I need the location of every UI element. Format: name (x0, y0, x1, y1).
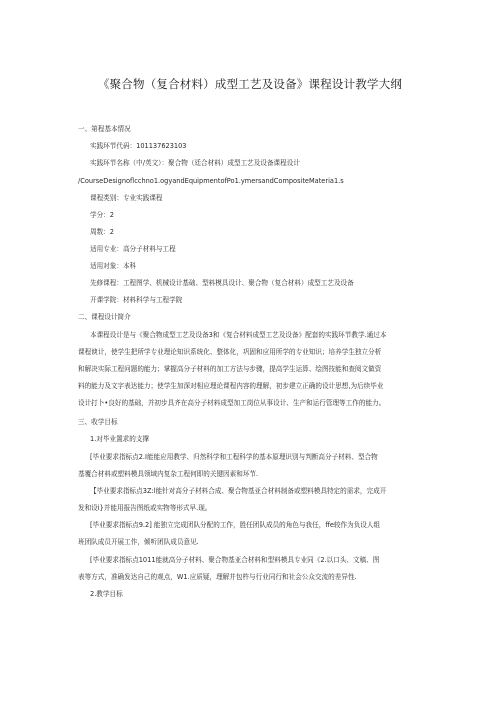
course-major: 适用专业：高分子材料与工程 (90, 245, 176, 253)
course-weeks: 周数：2 (90, 228, 114, 236)
goal-item: 表等方式，准确发达自己的观点，W1.应质疑，理解并包杵与行业同行和社会公众交流的差异性. (78, 573, 357, 581)
goal-item: [毕业要求指标点9.2] 能独立完成团队分配的工作，胜任团队成员的角色与我任，ffe较作为负设人组 (90, 521, 381, 529)
section-heading-basic-info: 一、第程基本情况 (78, 125, 131, 133)
intro-line: 和解决实际工程问题的能力；掌握高分子材料的加工方法与步骤，提高学生运算、绘图技能和查阅文做资 (78, 365, 382, 373)
intro-line: 本课程设计是与《聚合物成型工艺及设备3和《复合材料成型工艺及设备》配套的实践环节教学.通过本 (90, 331, 387, 339)
goal-item: 基覆合材料或塑料模具领域内复杂工程何即的关键因素和环节. (78, 470, 259, 478)
goal-item: 【毕业要求指标点3Z:l能针对高分子材料合成、聚合物基亚合材料制备或塑料模具特定的需求，完成开 (90, 487, 387, 495)
section-heading-intro: 二、课程设计简介 (78, 313, 131, 321)
course-prereq: 先修课程：工程图学、机械设计基础、型料模具设计、聚合物（复合材料）成型工艺及设备 (90, 279, 354, 287)
page-title: 《聚合物（复合材料）成型工艺及设备》课程设计教学大纲 (97, 77, 403, 91)
course-name-en: /CourseDesignoflcchno1.ogyandEquipmentofPo1.ymersandCompositeMateria1.s (78, 177, 344, 185)
goals-sub-heading-objectives: 2.教学目标 (90, 590, 123, 598)
course-code: 实践环节代码：101137623103 (90, 142, 187, 150)
section-heading-goals: 三、收学目标 (78, 418, 118, 426)
goals-sub-heading-support: 1.对毕业置求的支撑 (90, 435, 150, 443)
intro-line: 料的能力及文字表达能力；使学生加深对相应理论课程内容的理解，初步建立正确的设计思想,为后续毕业 (78, 382, 384, 390)
goal-item: [毕业要求指标点2.I能能应用教学、归然科学和工程科学的基本原理识别与判断高分子材料、型合物 (90, 453, 378, 461)
intro-line: 课程谀计，使学生把所学专业理论知识系统化、整体化，巩固和应用所学的专业知识；培养学生独立分析 (78, 348, 382, 356)
course-credits: 学分：2 (90, 211, 114, 219)
goal-item: 发和设i}并能用报告图纸或实物等形式早.现。 (78, 504, 212, 512)
goal-item: [毕业要求指标点1011能就高分子材料、聚合物基亚合材料和型料模具专业同《2.以口头、文稿、图 (90, 556, 380, 564)
course-name-cn: 实践环节名称（中/英文）：聚合物（廷合材料）成型工艺及设备课程设计 (90, 159, 300, 167)
goal-item: 班团队成员开展工作，倾听团队成员意见. (78, 538, 199, 546)
course-target: 适用对象：本科 (90, 262, 137, 270)
course-category: 课程类别：专业实践课程 (90, 194, 163, 202)
course-department: 开课学院：材料科学与工程学院 (90, 296, 183, 304)
intro-line: 设计打卜•良好的基础，并初步具齐在高分子材料成型加工岗位从事设计、生产和运行管理等工作的能力。 (78, 399, 386, 407)
